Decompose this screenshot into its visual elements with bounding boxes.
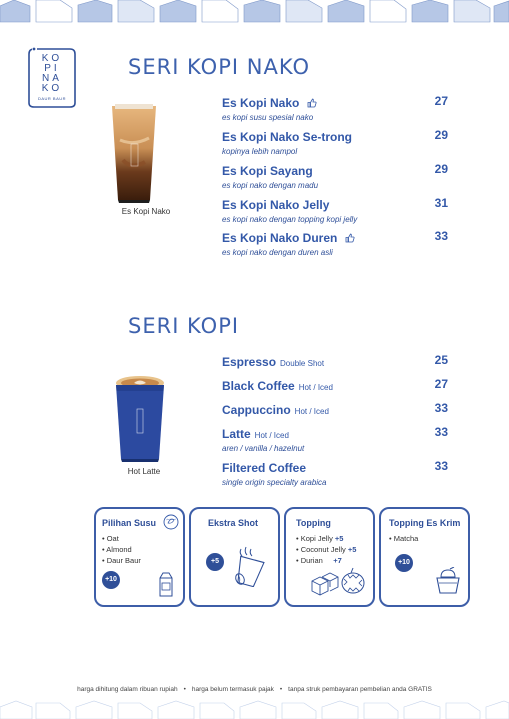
menu-item-espresso — [222, 353, 448, 371]
option-title: Topping — [296, 518, 331, 528]
item-name: Es Kopi Nako Duren — [222, 231, 338, 245]
photo-caption-es-kopi-nako: Es Kopi Nako — [121, 207, 171, 216]
footer-notes: harga dihitung dalam ribuan rupiah • harga belum termasuk pajak • tanpa struk pembayaran pembelian anda GRATIS — [77, 686, 432, 693]
option-box-topping-es-krim — [379, 507, 470, 607]
item-description: single origin specialty arabica — [222, 478, 327, 487]
item-price: 33 — [434, 229, 448, 243]
list-item: • Coconut Jelly +5 — [296, 545, 357, 554]
option-list — [389, 533, 418, 544]
item-price: 27 — [434, 94, 448, 108]
top-house-pattern — [0, 0, 509, 24]
footer-note: tanpa struk pembayaran pembelian anda GRATIS — [288, 686, 432, 693]
list-item: • Matcha — [389, 534, 419, 543]
item-description: es kopi nako dengan madu — [222, 181, 319, 190]
item-price: 29 — [434, 162, 448, 176]
es-kopi-nako-photo — [111, 100, 157, 204]
bottom-house-pattern — [0, 699, 509, 719]
option-list — [102, 533, 141, 566]
item-price: 33 — [434, 459, 448, 473]
kopi-nako-logo — [26, 46, 78, 109]
option-box-pilihan-susu — [94, 507, 185, 607]
item-name: Espresso — [222, 355, 277, 369]
item-variant: Hot / Iced — [254, 431, 289, 440]
logo-text-line: PI — [44, 63, 60, 74]
menu-item-black-coffee — [222, 377, 448, 395]
list-item: • Daur Baur — [102, 556, 141, 565]
option-list — [296, 533, 356, 566]
price-badge: +10 — [395, 554, 413, 572]
item-name: Cappuccino — [222, 403, 291, 417]
menu-item-filtered-coffee — [222, 459, 448, 487]
thumbs-up-icon — [345, 233, 355, 243]
item-price: 29 — [434, 128, 448, 142]
option-box-topping — [284, 507, 375, 607]
list-item: • Almond — [102, 545, 132, 554]
menu-item-es-kopi-nako — [222, 94, 448, 122]
option-box-ekstra-shot — [189, 507, 280, 607]
item-price: 25 — [434, 353, 448, 367]
item-variant: Double Shot — [280, 359, 325, 368]
section-title-seri-kopi: SERI KOPI — [128, 314, 240, 338]
logo-text-line: NA — [42, 73, 62, 84]
footer-note: harga dihitung dalam ribuan rupiah — [77, 686, 178, 693]
hot-latte-photo — [114, 375, 166, 463]
price-badge: +10 — [102, 571, 120, 589]
logo-text-line: KO — [41, 53, 63, 64]
item-description: es kopi susu spesial nako — [222, 113, 314, 122]
item-price: 31 — [434, 196, 448, 210]
price-badge: +5 — [206, 553, 224, 571]
coffee-beans-cup-icon — [231, 545, 269, 587]
item-name: Es Kopi Sayang — [222, 164, 313, 178]
item-description: kopinya lebih nampol — [222, 147, 298, 156]
plant-based-stamp-text: plant based — [166, 519, 176, 521]
footer-note: harga belum termasuk pajak — [191, 686, 274, 693]
list-item: • Durian +7 — [296, 556, 342, 565]
option-title: Pilihan Susu — [102, 518, 157, 528]
menu-item-es-kopi-nako-duren — [222, 229, 448, 257]
item-description: es kopi nako dengan duren asli — [222, 248, 333, 257]
section-title-seri-kopi-nako: SERI KOPI NAKO — [128, 55, 310, 79]
menu-item-es-kopi-nako-jelly — [222, 196, 448, 224]
plant-based-stamp-icon — [163, 514, 179, 530]
item-name: Black Coffee — [222, 379, 295, 393]
item-name: Es Kopi Nako Jelly — [222, 198, 330, 212]
item-description: es kopi nako dengan topping kopi jelly — [222, 215, 358, 224]
menu-item-es-kopi-nako-setrong — [222, 128, 448, 156]
item-name: Es Kopi Nako — [222, 96, 300, 110]
item-variant: Hot / Iced — [294, 407, 329, 416]
list-item: • Kopi Jelly +5 — [296, 534, 344, 543]
photo-caption-hot-latte: Hot Latte — [127, 467, 161, 476]
item-variant: Hot / Iced — [298, 383, 333, 392]
item-price: 33 — [434, 401, 448, 415]
ice-cream-cup-icon — [435, 567, 461, 595]
logo-text-line: KO — [41, 83, 63, 94]
option-title: Topping Es Krim — [389, 518, 461, 528]
item-name: Filtered Coffee — [222, 461, 307, 475]
item-description: aren / vanilla / hazelnut — [222, 444, 305, 453]
option-title: Ekstra Shot — [208, 518, 259, 528]
item-name: Latte — [222, 427, 251, 441]
jelly-durian-icon — [308, 567, 366, 597]
logo-subtitle: DAUR BAUR — [37, 96, 67, 101]
list-item: • Oat — [102, 534, 119, 543]
item-name: Es Kopi Nako Se-trong — [222, 130, 353, 144]
item-price: 33 — [434, 425, 448, 439]
item-price: 27 — [434, 377, 448, 391]
menu-item-cappuccino — [222, 401, 448, 419]
menu-item-latte — [222, 425, 448, 453]
menu-item-es-kopi-sayang — [222, 162, 448, 190]
thumbs-up-icon — [307, 98, 317, 108]
milk-carton-icon — [157, 571, 175, 597]
